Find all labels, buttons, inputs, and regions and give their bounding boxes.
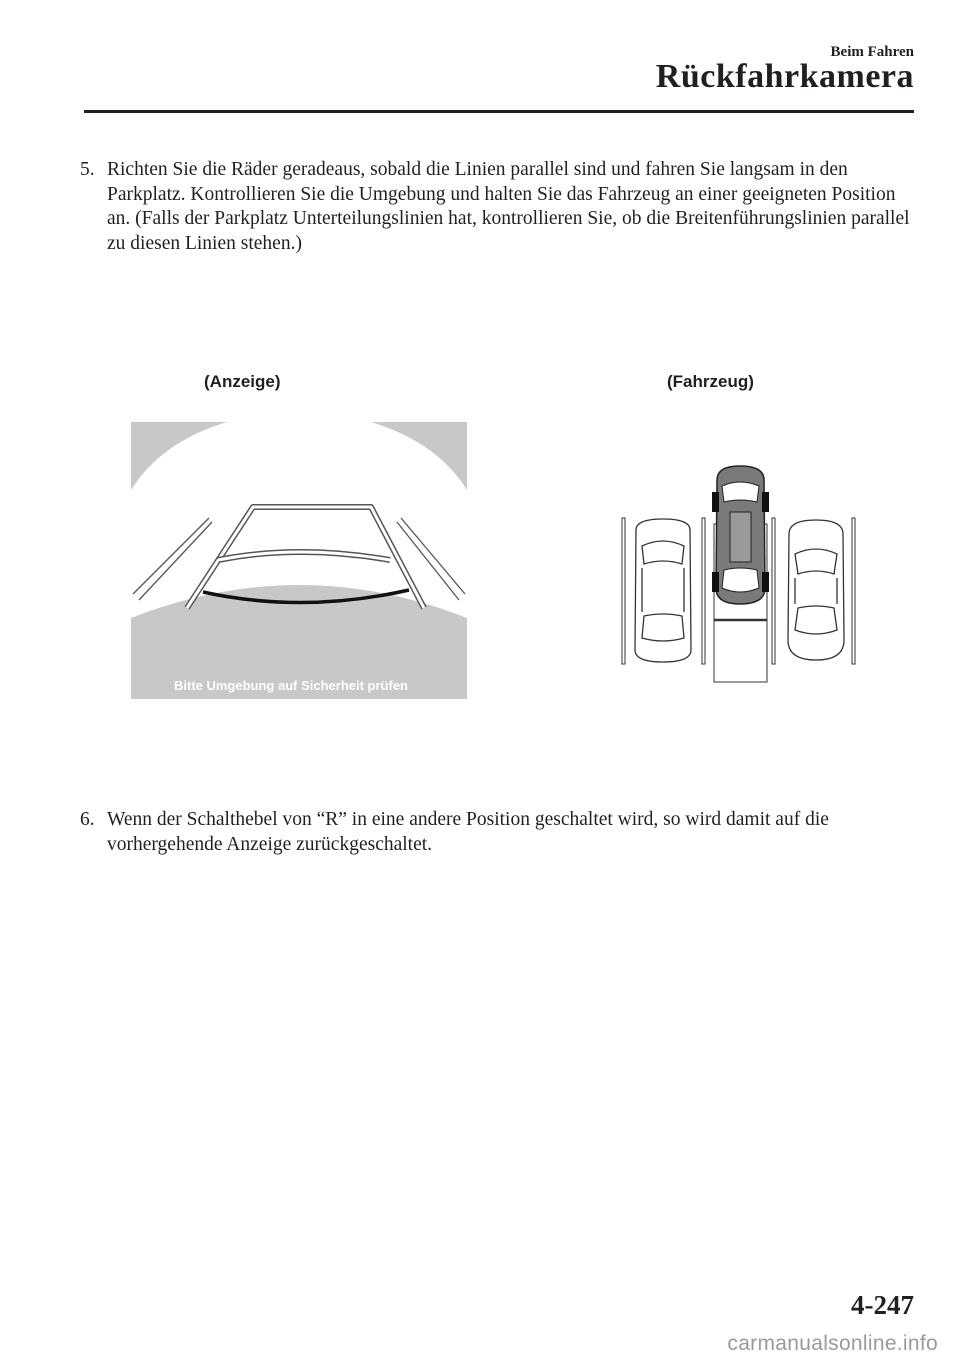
step-text: Richten Sie die Räder geradeaus, sobald die Linien parallel sind und fahren Sie langsam in den Parkplatz. Kontrollieren Sie die Umgebung und halten Sie das Fahrzeug an einer geeigneten Position an. (Falls der Parkplatz Unterteilungslinien hat, kontrollieren Sie, ob die Breitenführungslinien parallel zu diesen Linien stehen.) — [107, 159, 910, 254]
parking-overhead-illustration — [618, 462, 866, 684]
page-number: 4-247 — [851, 1290, 914, 1320]
display-label: (Anzeige) — [204, 372, 281, 391]
header-divider — [84, 110, 914, 113]
section-label: Beim Fahren — [830, 44, 914, 60]
reversing-vehicle — [712, 466, 769, 604]
parked-car-right — [788, 520, 844, 660]
step-number: 6. — [80, 809, 95, 830]
watermark: carmanualsonline.info — [727, 1332, 938, 1355]
step-text: Wenn der Schalthebel von “R” in eine andere Position geschaltet wird, so wird damit auf die vorhergehende Anzeige zurückgeschaltet. — [107, 809, 829, 855]
step-item — [80, 808, 920, 857]
step-item — [80, 158, 920, 256]
parked-car-left — [635, 519, 691, 662]
camera-screen-illustration — [131, 422, 467, 699]
chapter-title: Rückfahrkamera — [655, 58, 914, 95]
vehicle-label: (Fahrzeug) — [667, 372, 754, 391]
step-number: 5. — [80, 159, 95, 180]
screen-warning-text: Bitte Umgebung auf Sicherheit prüfen — [173, 678, 409, 693]
